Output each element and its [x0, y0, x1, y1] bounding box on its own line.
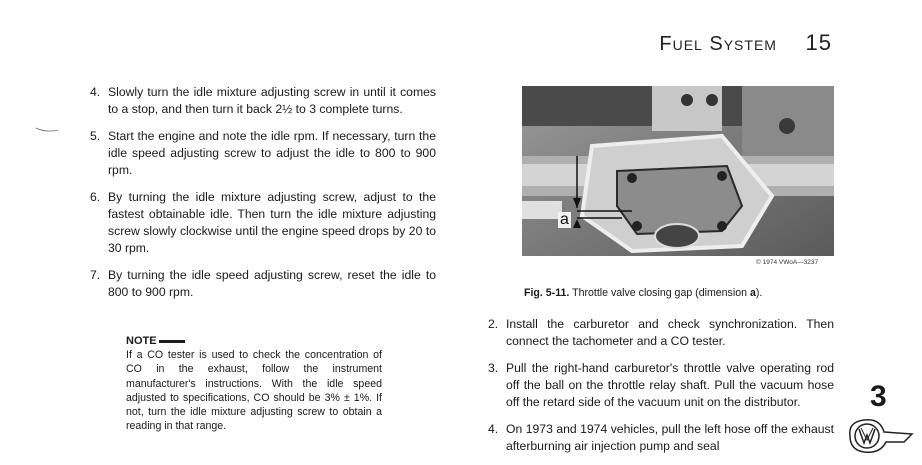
figure-credit: © 1974 VWoA—3237 — [756, 259, 819, 266]
section-title: Fuel System — [659, 33, 777, 55]
step-3 — [488, 360, 834, 411]
step-number: 5. — [90, 129, 101, 143]
step-text: Install the carburetor and check synchronization. Then connect the tachometer and a CO tester. — [506, 317, 834, 348]
note-box — [126, 334, 382, 433]
step-7 — [90, 267, 436, 301]
dimension-letter: a — [560, 211, 569, 228]
figure-caption — [524, 287, 762, 299]
figure-label: Fig. 5-11. — [524, 287, 570, 299]
step-text: Pull the right-hand carburetor's throttle valve operating rod off the ball on the throttle relay shaft. Pull the vacuum hose off the retard side of the vacuum unit on the distributor. — [506, 361, 834, 409]
chapter-number: 3 — [870, 380, 887, 413]
step-number: 2. — [488, 317, 499, 331]
step-5 — [90, 128, 436, 179]
note-label — [126, 334, 382, 348]
margin-mark — [34, 126, 60, 134]
vw-logo-icon — [846, 416, 916, 456]
right-steps — [488, 316, 834, 465]
step-4-right — [488, 421, 834, 455]
page-header — [659, 30, 832, 56]
caption-end: ). — [755, 287, 763, 299]
left-steps — [90, 84, 436, 311]
note-text: If a CO tester is used to check the concentration of CO in the exhaust, follow the instrument manufacturer's instructions. With the idle speed adjusted to specifications, CO should be 3% ± 1%. If not, turn the idle mixture adjusting screw to obtain a reading in that range. — [126, 349, 382, 433]
step-number: 7. — [90, 268, 101, 282]
step-text: By turning the idle speed adjusting screw, reset the idle to 800 to 900 rpm. — [108, 268, 436, 299]
step-text: Slowly turn the idle mixture adjusting screw in until it comes to a stop, and then turn it back 2½ to 3 complete turns. — [108, 85, 436, 116]
carburetor-photo — [522, 86, 834, 256]
step-text: Start the engine and note the idle rpm. If necessary, turn the idle speed adjusting screw to adjust the idle to 800 to 900 rpm. — [108, 129, 436, 177]
caption-text: Throttle valve closing gap (dimension — [572, 287, 750, 299]
note-label-text: NOTE — [126, 335, 157, 347]
step-number: 4. — [488, 422, 499, 436]
step-number: 3. — [488, 361, 499, 375]
step-text: By turning the idle mixture adjusting screw, adjust to the fastest obtainable idle. Then turn the idle mixture adjusting screw slowly clockwise until the engine speed drops by 20 to 30 rpm. — [108, 190, 436, 255]
caption-bold: a — [749, 287, 756, 299]
note-bar — [159, 340, 185, 343]
step-number: 6. — [90, 190, 101, 204]
step-4 — [90, 84, 436, 118]
page-number: 15 — [805, 30, 832, 55]
carburetor-illustration — [522, 86, 834, 256]
step-text: On 1973 and 1974 vehicles, pull the left hose off the exhaust afterburning air injection pump and seal — [506, 422, 834, 453]
step-number: 4. — [90, 85, 101, 99]
step-6 — [90, 189, 436, 257]
step-2 — [488, 316, 834, 350]
